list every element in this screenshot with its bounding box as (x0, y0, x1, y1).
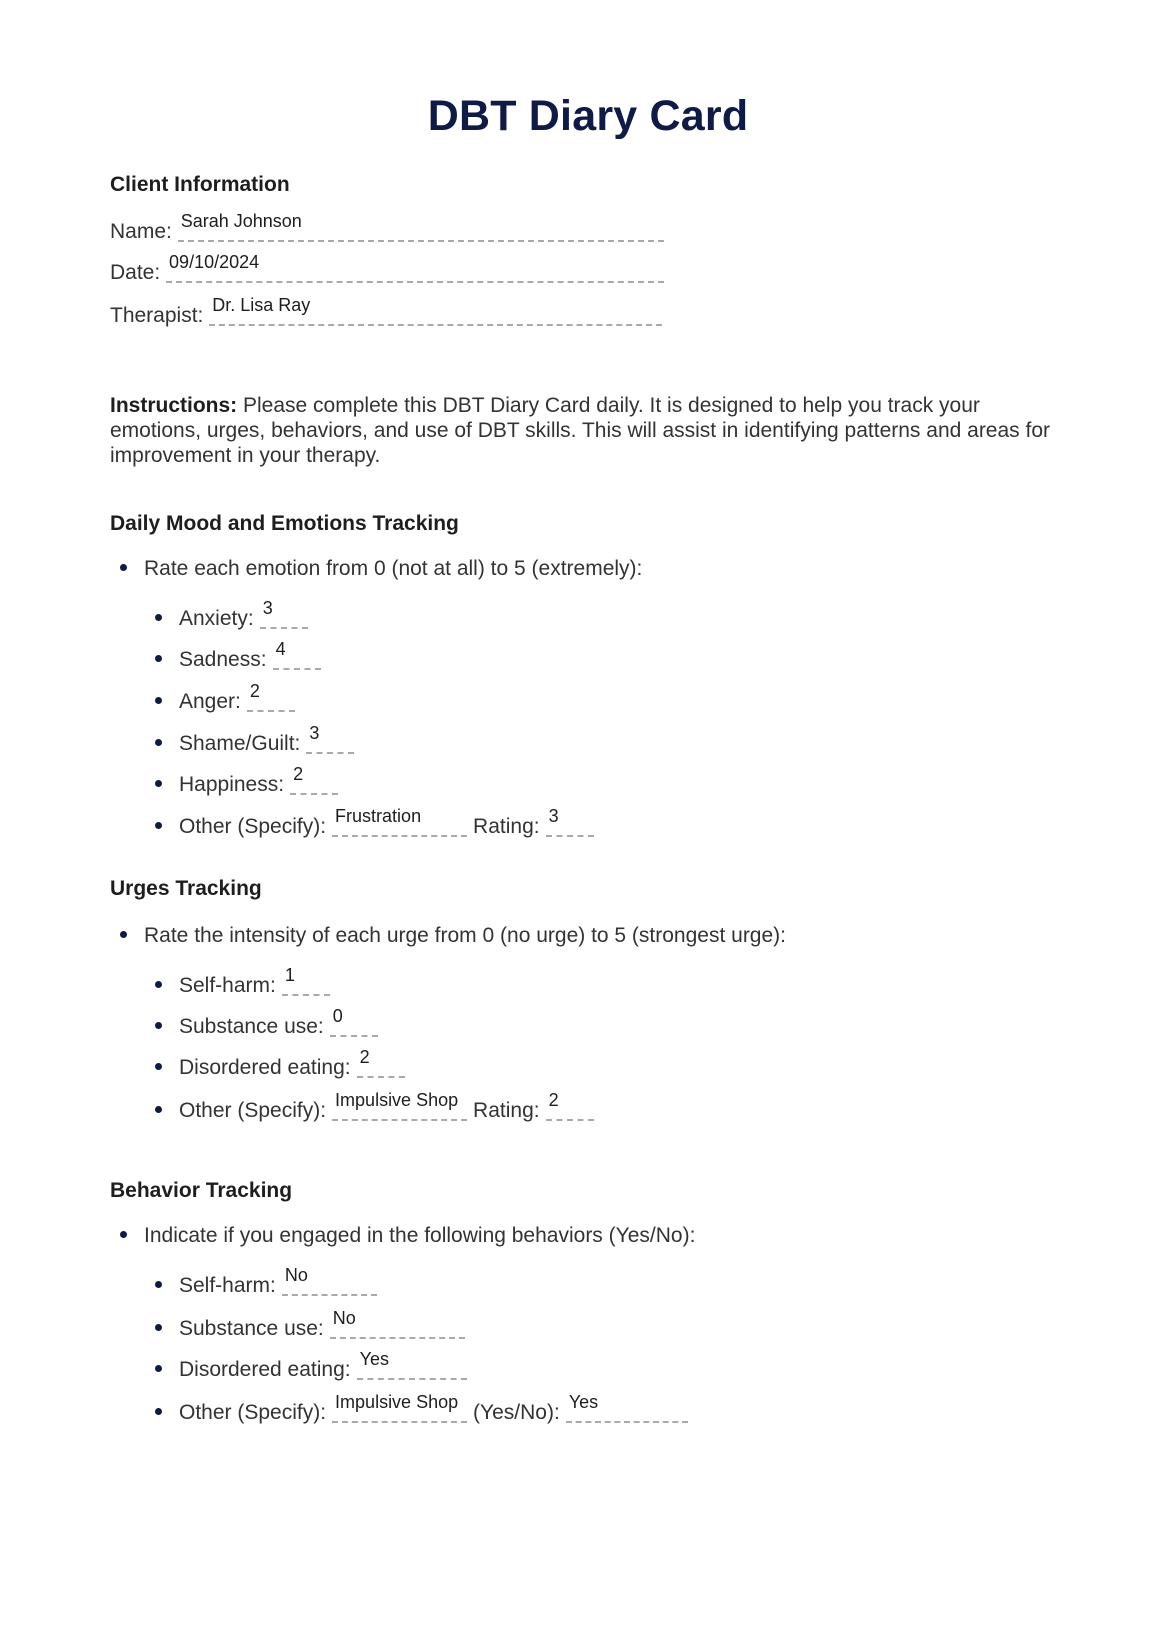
urge-other-rating-field[interactable] (546, 1090, 594, 1117)
behavior-disordered-eating-field[interactable] (357, 1349, 467, 1376)
mood-other-rating-label: Rating: (473, 815, 540, 838)
urge-item-disordered-eating (155, 1047, 405, 1080)
urge-substance-use-field[interactable] (330, 1006, 378, 1033)
urge-item-label: Self-harm: (179, 974, 276, 997)
behavior-item-label: Substance use: (179, 1317, 324, 1340)
instructions-label: Instructions: (110, 394, 238, 417)
urge-other-specify-field[interactable] (332, 1090, 467, 1117)
field-underline (357, 1378, 467, 1380)
urge-item-self-harm (155, 965, 330, 998)
urge-self-harm-field[interactable] (282, 965, 330, 992)
urge-disordered-eating-field[interactable] (357, 1047, 405, 1074)
behavior-other-label: Other (Specify): (179, 1401, 327, 1424)
mood-other-label: Other (Specify): (179, 815, 327, 838)
therapist-value: Dr. Lisa Ray (212, 295, 311, 315)
therapist-row (110, 295, 662, 328)
bullet-icon (155, 1022, 162, 1029)
behavior-substance-use-value: No (332, 1308, 356, 1328)
mood-prompt (120, 557, 642, 581)
name-value: Sarah Johnson (180, 211, 302, 231)
field-underline (273, 668, 321, 670)
urge-item-label: Disordered eating: (179, 1056, 351, 1079)
mood-item-label: Anxiety: (179, 607, 254, 630)
field-underline (332, 1119, 467, 1121)
field-underline (282, 1294, 377, 1296)
field-underline (566, 1421, 688, 1423)
bullet-icon (155, 655, 162, 662)
behavior-substance-use-field[interactable] (330, 1308, 465, 1335)
behavior-other-yesno-field[interactable] (566, 1392, 688, 1419)
date-underline (166, 281, 664, 283)
field-underline (306, 752, 354, 754)
mood-item-happiness (155, 764, 338, 797)
field-underline (290, 793, 338, 795)
behavior-item-label: Disordered eating: (179, 1358, 351, 1381)
field-underline (546, 1119, 594, 1121)
field-underline (332, 1421, 467, 1423)
behavior-other-yesno-label: (Yes/No): (473, 1401, 560, 1424)
field-underline (332, 835, 467, 837)
urges-heading: Urges Tracking (110, 877, 262, 900)
happiness-field[interactable] (290, 764, 338, 791)
anxiety-field[interactable] (260, 598, 308, 625)
mood-item-label: Sadness: (179, 648, 267, 671)
bullet-icon (120, 564, 127, 571)
date-value: 09/10/2024 (169, 252, 260, 272)
mood-other-rating-field[interactable] (546, 806, 594, 833)
mood-item-shame-guilt (155, 723, 354, 756)
behavior-self-harm-value: No (284, 1265, 308, 1285)
anger-field[interactable] (247, 681, 295, 708)
urge-other-rating-value: 2 (548, 1090, 559, 1110)
urge-item-other (155, 1090, 594, 1123)
therapist-field[interactable] (209, 295, 662, 322)
behavior-item-self-harm (155, 1265, 377, 1298)
behavior-item-label: Self-harm: (179, 1274, 276, 1297)
date-field[interactable] (166, 252, 664, 279)
bullet-icon (155, 614, 162, 621)
behavior-item-substance-use (155, 1308, 465, 1341)
urge-item-substance-use (155, 1006, 378, 1039)
bullet-icon (120, 931, 127, 938)
therapist-underline (209, 324, 662, 326)
bullet-icon (155, 1106, 162, 1113)
behavior-prompt-text: Indicate if you engaged in the following behaviors (Yes/No): (144, 1224, 696, 1247)
shame-guilt-field[interactable] (306, 723, 354, 750)
field-underline (357, 1076, 405, 1078)
behavior-other-value: Impulsive Shop (335, 1392, 459, 1412)
anxiety-value: 3 (262, 598, 273, 618)
mood-heading: Daily Mood and Emotions Tracking (110, 512, 459, 535)
mood-prompt-text: Rate each emotion from 0 (not at all) to 5 (extremely): (144, 557, 643, 580)
mood-other-value: Frustration (335, 806, 422, 826)
name-field[interactable] (178, 211, 664, 238)
name-label: Name: (110, 220, 172, 243)
urge-other-value: Impulsive Shop (335, 1090, 459, 1110)
name-row (110, 211, 664, 244)
mood-item-anxiety (155, 598, 308, 631)
bullet-icon (155, 822, 162, 829)
therapist-label: Therapist: (110, 304, 204, 327)
anger-value: 2 (249, 681, 260, 701)
date-label: Date: (110, 261, 161, 284)
urge-disordered-eating-value: 2 (359, 1047, 370, 1067)
bullet-icon (155, 780, 162, 787)
bullet-icon (155, 1281, 162, 1288)
bullet-icon (155, 1324, 162, 1331)
behavior-self-harm-field[interactable] (282, 1265, 377, 1292)
instructions-text: Please complete this DBT Diary Card daily. It is designed to help you track your emotions, urges, behaviors, and use of DBT skills. This will assist in identifying patterns and areas for improvement in your therapy. (110, 394, 1051, 467)
mood-item-anger (155, 681, 295, 714)
bullet-icon (155, 1408, 162, 1415)
mood-item-sadness (155, 639, 321, 672)
name-underline (178, 240, 664, 242)
field-underline (330, 1035, 378, 1037)
bullet-icon (155, 1365, 162, 1372)
field-underline (330, 1337, 465, 1339)
sadness-value: 4 (275, 639, 286, 659)
field-underline (247, 710, 295, 712)
urge-other-label: Other (Specify): (179, 1099, 327, 1122)
urge-item-label: Substance use: (179, 1015, 324, 1038)
urge-other-rating-label: Rating: (473, 1099, 540, 1122)
mood-other-specify-field[interactable] (332, 806, 467, 833)
behavior-prompt (120, 1224, 695, 1248)
sadness-field[interactable] (273, 639, 321, 666)
bullet-icon (155, 1063, 162, 1070)
client-info-heading: Client Information (110, 173, 290, 196)
urge-substance-use-value: 0 (332, 1006, 343, 1026)
behavior-item-disordered-eating (155, 1349, 467, 1382)
field-underline (260, 627, 308, 629)
behavior-other-yesno-value: Yes (568, 1392, 599, 1412)
bullet-icon (155, 981, 162, 988)
bullet-icon (120, 1231, 127, 1238)
mood-item-label: Happiness: (179, 773, 285, 796)
bullet-icon (155, 697, 162, 704)
happiness-value: 2 (293, 764, 304, 784)
behavior-other-specify-field[interactable] (332, 1392, 467, 1419)
behavior-disordered-eating-value: Yes (359, 1349, 389, 1369)
urges-prompt-text: Rate the intensity of each urge from 0 (no urge) to 5 (strongest urge): (144, 924, 786, 947)
urge-self-harm-value: 1 (284, 965, 295, 985)
document-title: DBT Diary Card (427, 92, 749, 140)
mood-item-label: Shame/Guilt: (179, 732, 301, 755)
behavior-item-other (155, 1392, 688, 1425)
mood-other-rating-value: 3 (548, 806, 559, 826)
field-underline (282, 994, 330, 996)
bullet-icon (155, 739, 162, 746)
urges-prompt (120, 924, 786, 948)
behavior-heading: Behavior Tracking (110, 1179, 293, 1202)
field-underline (546, 835, 594, 837)
instructions-paragraph (110, 393, 1070, 468)
shame-guilt-value: 3 (309, 723, 320, 743)
date-row (110, 252, 664, 285)
mood-item-other (155, 806, 594, 839)
mood-item-label: Anger: (179, 690, 241, 713)
